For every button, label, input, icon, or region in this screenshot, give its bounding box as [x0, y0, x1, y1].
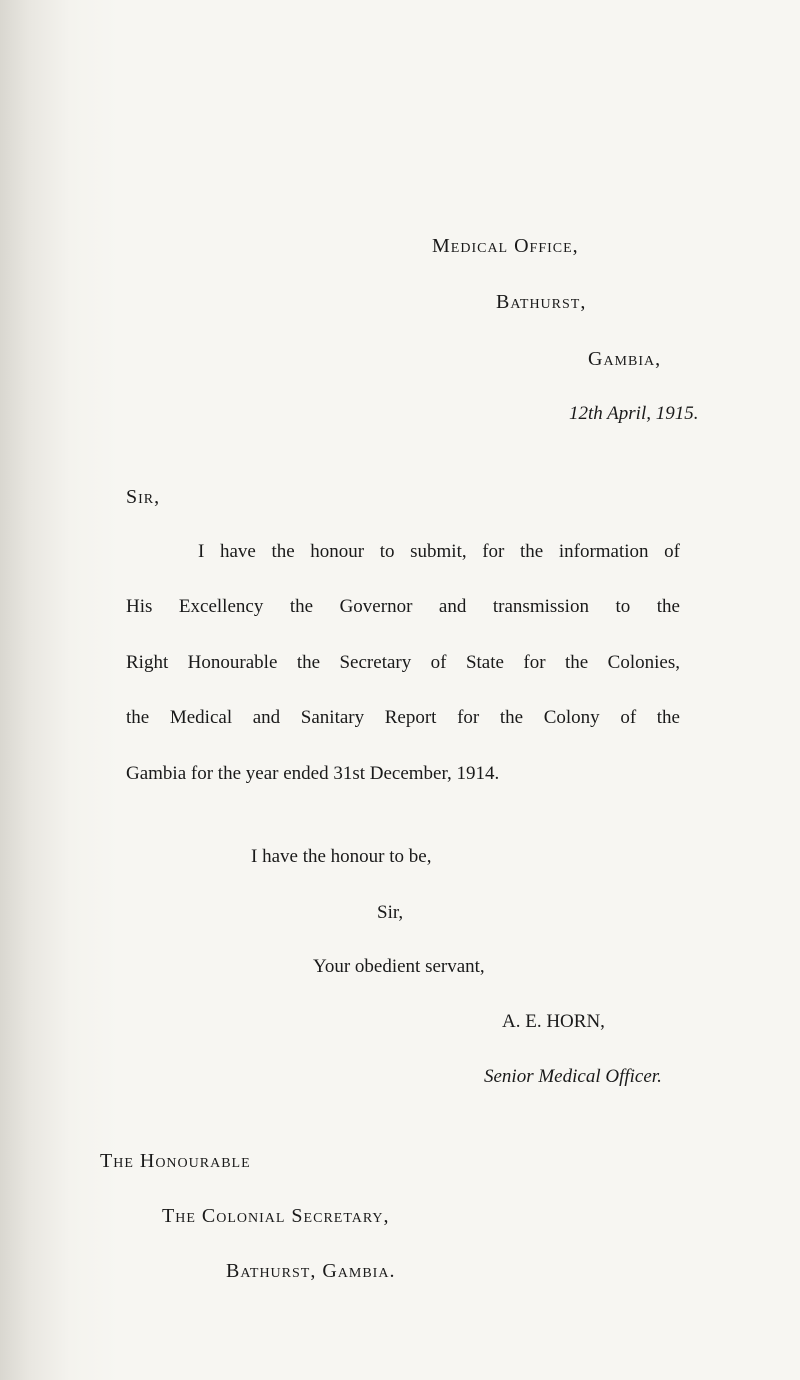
closing-line-3: Your obedient servant,: [313, 956, 485, 977]
salutation: Sir,: [126, 486, 161, 508]
body-line-4: the Medical and Sanitary Report for the Colony of the: [126, 707, 680, 728]
closing-line-1: I have the honour to be,: [251, 846, 432, 867]
address-line-1: Medical Office,: [432, 235, 579, 257]
recipient-line-3: Bathurst, Gambia.: [226, 1260, 396, 1282]
address-line-2: Bathurst,: [496, 291, 587, 313]
closing-line-2: Sir,: [377, 902, 404, 923]
letter-date: 12th April, 1915.: [569, 403, 699, 424]
body-line-5: Gambia for the year ended 31st December, 1914.: [126, 763, 500, 784]
body-line-3: Right Honourable the Secretary of State for the Colonies,: [126, 652, 680, 673]
signature-title: Senior Medical Officer.: [484, 1066, 662, 1087]
recipient-line-1: The Honourable: [100, 1150, 251, 1172]
body-line-1: I have the honour to submit, for the information of: [198, 541, 680, 562]
address-line-3: Gambia,: [588, 348, 662, 370]
recipient-line-2: The Colonial Secretary,: [162, 1205, 390, 1227]
signature-name: A. E. HORN,: [502, 1011, 605, 1032]
body-line-2: His Excellency the Governor and transmission to the: [126, 596, 680, 617]
